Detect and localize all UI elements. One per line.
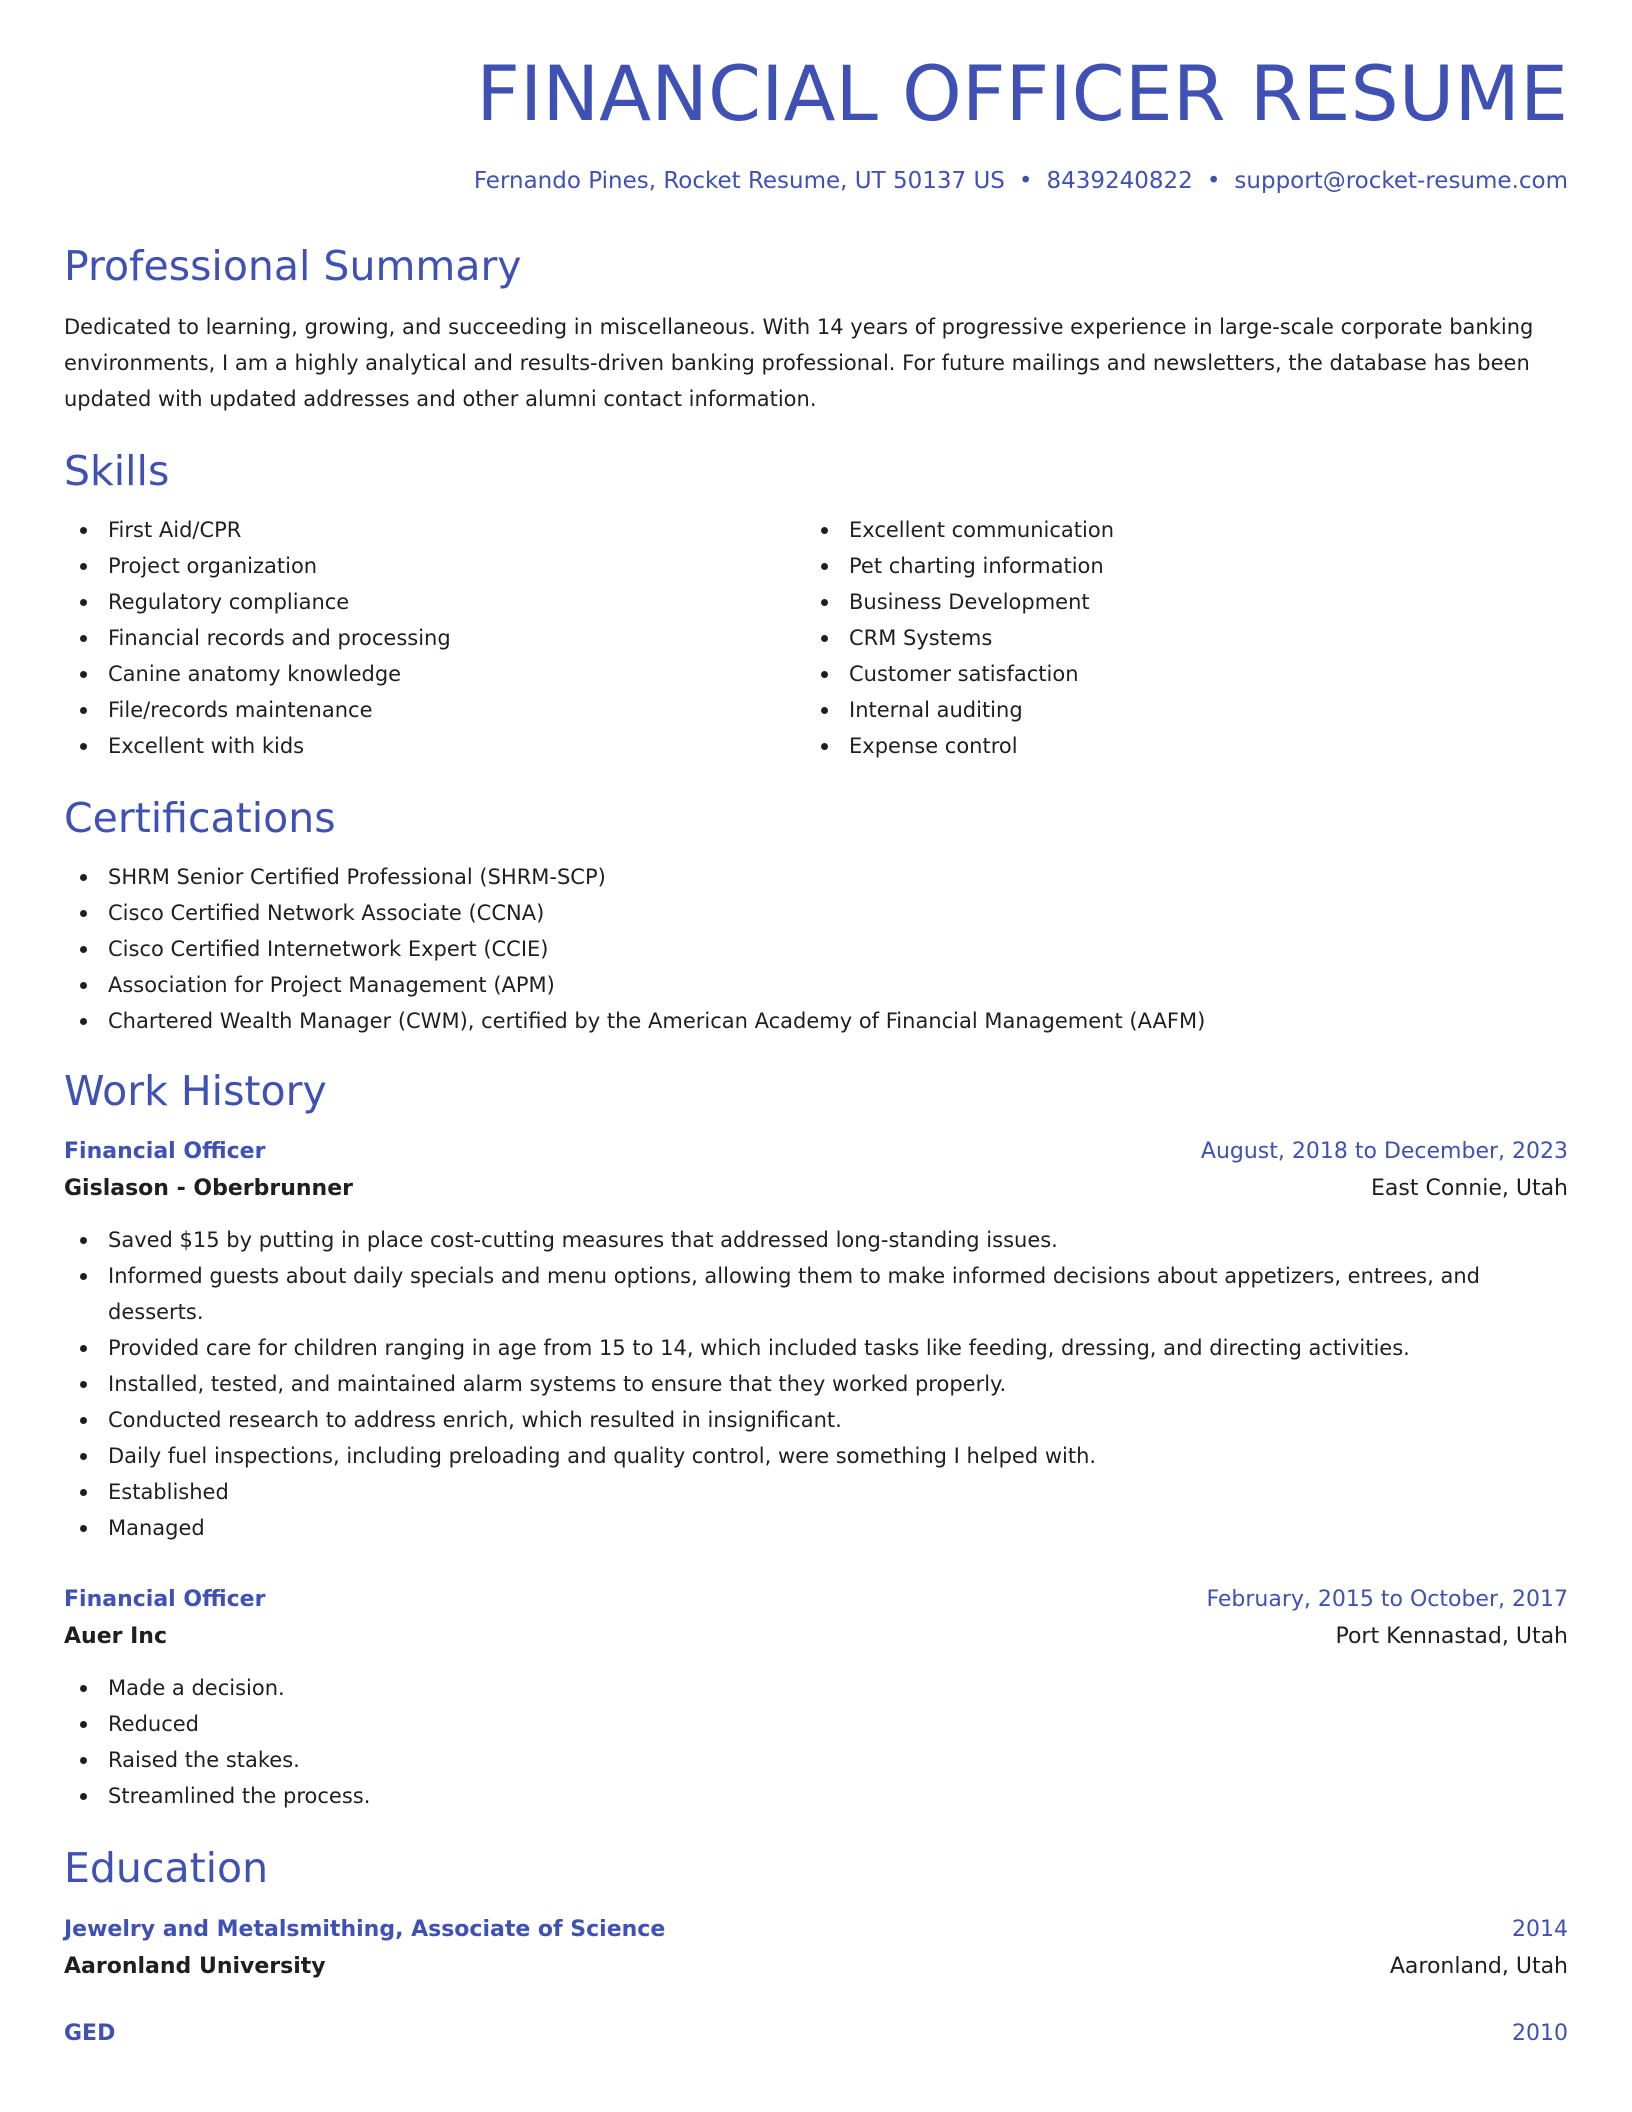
education-school-row bbox=[64, 1948, 1568, 1986]
education-heading: Education bbox=[64, 1844, 269, 1893]
skill-item: Excellent with kids bbox=[64, 728, 805, 764]
education-degree-row bbox=[64, 1912, 1568, 1948]
certification-item: Cisco Certified Internetwork Expert (CCIE) bbox=[64, 931, 1568, 967]
job-location: East Connie, Utah bbox=[1371, 1176, 1568, 1202]
job-bullets bbox=[64, 1222, 1568, 1546]
job-bullet: Conducted research to address enrich, which resulted in insignificant. bbox=[64, 1402, 1568, 1438]
contact-phone: 8439240822 bbox=[1046, 167, 1193, 194]
skill-item: Project organization bbox=[64, 548, 805, 584]
job-entry bbox=[64, 1134, 1568, 1546]
contact-separator: • bbox=[1018, 167, 1033, 194]
job-title: Financial Officer bbox=[64, 1587, 266, 1613]
summary-heading: Professional Summary bbox=[64, 241, 522, 290]
job-company: Auer Inc bbox=[64, 1624, 168, 1650]
job-bullet: Installed, tested, and maintained alarm systems to ensure that they worked properly. bbox=[64, 1366, 1568, 1402]
contact-line bbox=[64, 168, 1568, 194]
job-bullet: Daily fuel inspections, including preloading and quality control, were something I helped with. bbox=[64, 1438, 1568, 1474]
education-degree: Jewelry and Metalsmithing, Associate of Science bbox=[64, 1916, 666, 1942]
job-bullets bbox=[64, 1670, 1568, 1814]
contact-address: Fernando Pines, Rocket Resume, UT 50137 US bbox=[473, 167, 1005, 194]
job-title: Financial Officer bbox=[64, 1139, 266, 1165]
certification-item: Cisco Certified Network Associate (CCNA) bbox=[64, 895, 1568, 931]
education-year: 2014 bbox=[1512, 1916, 1568, 1942]
certification-item: Chartered Wealth Manager (CWM), certified by the American Academy of Financial Management (AAFM) bbox=[64, 1003, 1568, 1039]
skills-column-right bbox=[805, 512, 1546, 764]
skill-item: CRM Systems bbox=[805, 620, 1546, 656]
job-bullet: Established bbox=[64, 1474, 1568, 1510]
skill-item: File/records maintenance bbox=[64, 692, 805, 728]
resume-header bbox=[64, 0, 1568, 194]
job-company: Gislason - Oberbrunner bbox=[64, 1176, 353, 1202]
skills-list-right bbox=[805, 512, 1546, 764]
certification-item: Association for Project Management (APM) bbox=[64, 967, 1568, 1003]
contact-email[interactable]: support@rocket-resume.com bbox=[1234, 167, 1568, 194]
job-dates: August, 2018 to December, 2023 bbox=[1200, 1139, 1568, 1165]
job-dates: February, 2015 to October, 2017 bbox=[1206, 1587, 1568, 1613]
skill-item: Financial records and processing bbox=[64, 620, 805, 656]
job-bullet: Saved $15 by putting in place cost-cutting measures that addressed long-standing issues. bbox=[64, 1222, 1568, 1258]
job-bullet: Reduced bbox=[64, 1706, 1568, 1742]
education-school: Aaronland University bbox=[64, 1953, 326, 1979]
skills-column-left bbox=[64, 512, 805, 764]
education-location: Aaronland, Utah bbox=[1389, 1953, 1568, 1979]
skill-item: Canine anatomy knowledge bbox=[64, 656, 805, 692]
skills-heading: Skills bbox=[64, 446, 170, 495]
education-entry bbox=[64, 2016, 1568, 2052]
skill-item: Business Development bbox=[805, 584, 1546, 620]
job-title-row bbox=[64, 1582, 1568, 1618]
certifications-list bbox=[64, 859, 1568, 1039]
contact-separator: • bbox=[1206, 167, 1221, 194]
job-bullet: Raised the stakes. bbox=[64, 1742, 1568, 1778]
skill-item: Internal auditing bbox=[805, 692, 1546, 728]
education-degree-row bbox=[64, 2016, 1568, 2052]
skills-columns bbox=[64, 512, 1568, 764]
job-bullet: Managed bbox=[64, 1510, 1568, 1546]
summary-text: Dedicated to learning, growing, and succeeding in miscellaneous. With 14 years of progressive experience in large-scale corporate banking environments, I am a highly analytical and results-driven banking professional. For future mailings and newsletters, the database has been updated with updated addresses and other alumni contact information. bbox=[64, 314, 1534, 411]
job-bullet: Streamlined the process. bbox=[64, 1778, 1568, 1814]
skill-item: Customer satisfaction bbox=[805, 656, 1546, 692]
skill-item: Excellent communication bbox=[805, 512, 1546, 548]
skill-item: Regulatory compliance bbox=[64, 584, 805, 620]
resume-title: FINANCIAL OFFICER RESUME bbox=[476, 49, 1568, 138]
certification-item: SHRM Senior Certified Professional (SHRM-SCP) bbox=[64, 859, 1568, 895]
education-entry bbox=[64, 1912, 1568, 1986]
skill-item: Pet charting information bbox=[805, 548, 1546, 584]
education-degree: GED bbox=[64, 2020, 116, 2046]
skill-item: Expense control bbox=[805, 728, 1546, 764]
job-company-row bbox=[64, 1170, 1568, 1208]
job-bullet: Informed guests about daily specials and menu options, allowing them to make informed decisions about appetizers, entrees, and desserts. bbox=[64, 1258, 1568, 1330]
job-bullet: Provided care for children ranging in age from 15 to 14, which included tasks like feeding, dressing, and directing activities. bbox=[64, 1330, 1568, 1366]
job-entry bbox=[64, 1582, 1568, 1814]
job-location: Port Kennastad, Utah bbox=[1335, 1624, 1568, 1650]
certifications-heading: Certifications bbox=[64, 793, 336, 842]
job-company-row bbox=[64, 1618, 1568, 1656]
job-bullet: Made a decision. bbox=[64, 1670, 1568, 1706]
skills-list-left bbox=[64, 512, 805, 764]
work-history-heading: Work History bbox=[64, 1067, 327, 1116]
education-year: 2010 bbox=[1512, 2020, 1568, 2046]
skill-item: First Aid/CPR bbox=[64, 512, 805, 548]
job-title-row bbox=[64, 1134, 1568, 1170]
